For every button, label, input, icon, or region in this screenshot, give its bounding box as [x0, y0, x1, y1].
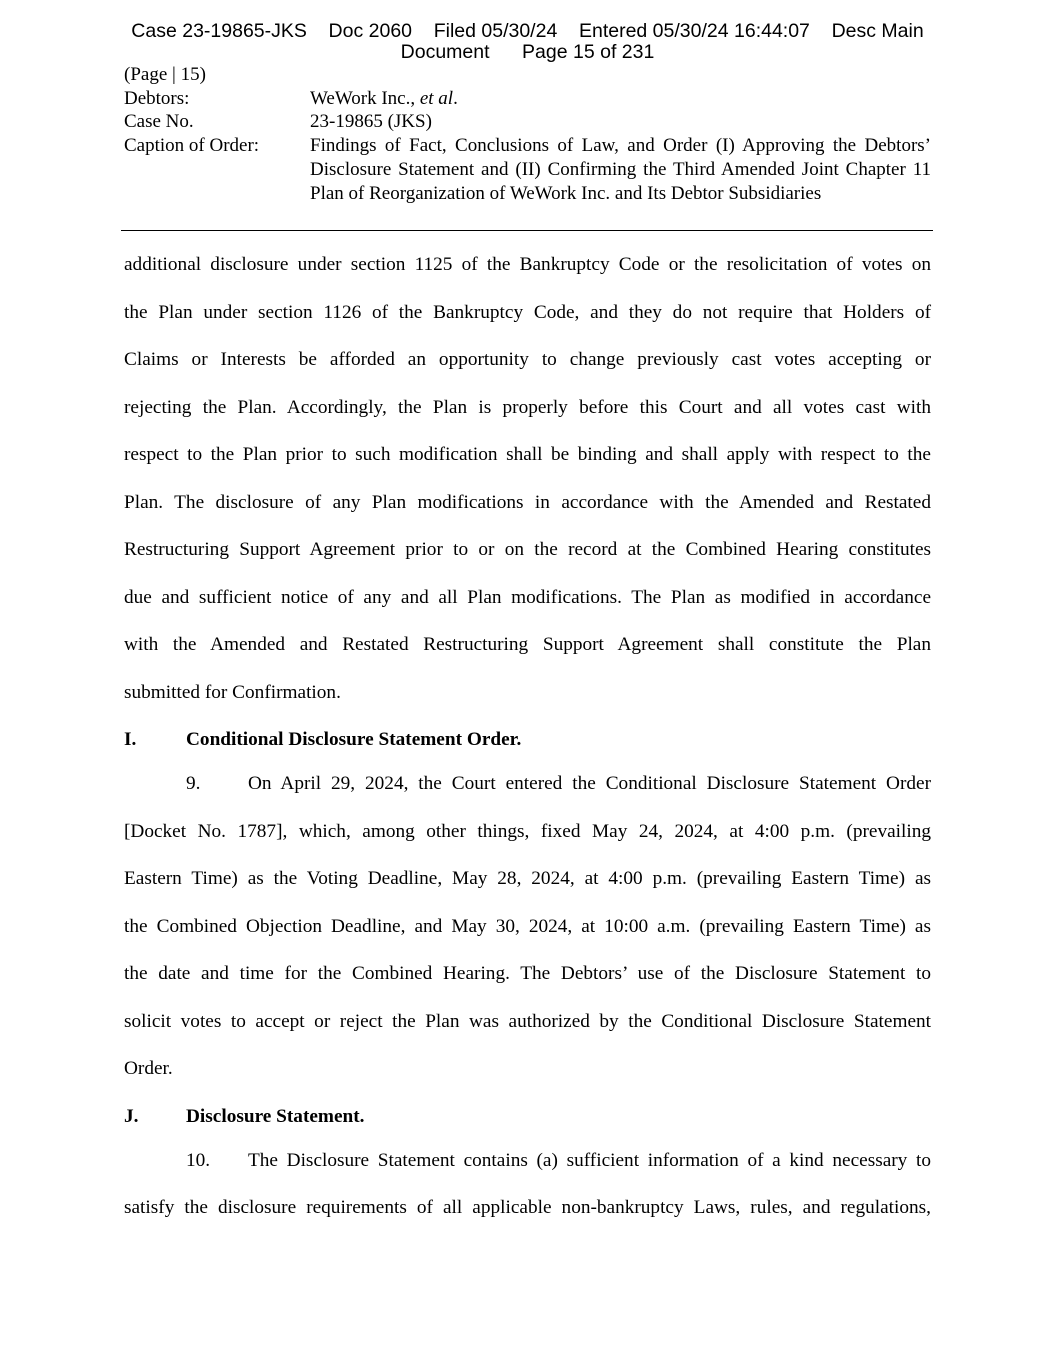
caption-row-debtors [124, 87, 931, 111]
text-line [124, 760, 931, 808]
caption-label: Caption of Order: [124, 135, 260, 157]
line-text: solicit votes to accept or reject the Plan was authorized by the Conditional Disclosure Statement [124, 1010, 931, 1032]
section-letter: I. [124, 729, 137, 750]
line-text: The Disclosure Statement contains (a) sufficient information of a kind necessary to [248, 1149, 931, 1171]
text-line [124, 1184, 931, 1232]
text-line [124, 808, 931, 856]
text-line [124, 903, 931, 951]
section-letter: J. [124, 1105, 139, 1127]
text-line [124, 384, 931, 432]
caption-label: Case No. [124, 111, 194, 133]
line-text: On April 29, 2024, the Court entered the Conditional Disclosure Statement Order [248, 773, 931, 794]
text-line [124, 479, 931, 527]
text-line [124, 1045, 931, 1093]
line-text: satisfy the disclosure requirements of all applicable non-bankruptcy Laws, rules, and regulations, [124, 1197, 931, 1218]
line-text: the Combined Objection Deadline, and May 30, 2024, at 10:00 a.m. (prevailing Eastern Time) as [124, 915, 931, 937]
caption-label: Debtors: [124, 87, 190, 109]
paragraph-number: 10. [186, 1149, 211, 1171]
text-line [124, 336, 931, 384]
text-line [124, 431, 931, 479]
text-line [124, 1137, 931, 1185]
line-text: the Plan under section 1126 of the Bankruptcy Code, and they do not require that Holders of [124, 301, 931, 323]
text-line [124, 241, 931, 289]
section-heading [124, 716, 931, 760]
case-caption [124, 63, 931, 205]
caption-row-order [124, 134, 931, 205]
line-text: due and sufficient notice of any and all Plan modifications. The Plan as modified in accordance [124, 586, 931, 608]
line-text: the date and time for the Combined Hearing. The Debtors’ use of the Disclosure Statement to [124, 963, 931, 984]
line-text: additional disclosure under section 1125 of the Bankruptcy Code or the resolicitation of votes on [124, 254, 931, 275]
text-line [124, 574, 931, 622]
debtor-name: WeWork Inc., [310, 87, 420, 109]
caption-value: Findings of Fact, Conclusions of Law, and Order (I) Approving the Debtors’ Disclosure Statement and (II) Confirming the Third Amended Joint Chapter 11 Plan of Reorganization of WeWork Inc. and Its Debtor Subsidiaries [310, 135, 931, 204]
et-al: et al [419, 87, 454, 109]
caption-divider [121, 230, 933, 231]
caption-row-case-no [124, 110, 931, 134]
text-line [124, 669, 931, 717]
text-line [124, 950, 931, 998]
section-title: Disclosure Statement. [186, 1105, 365, 1127]
line-text: rejecting the Plan. Accordingly, the Plan is properly before this Court and all votes cast with [124, 396, 931, 418]
line-text: submitted for Confirmation. [124, 681, 341, 703]
section-title: Conditional Disclosure Statement Order. [186, 729, 522, 750]
period: . [453, 87, 458, 109]
document-body [124, 241, 931, 1232]
text-line [124, 621, 931, 669]
line-text: Claims or Interests be afforded an opportunity to change previously cast votes accepting or [124, 349, 931, 370]
line-text: Plan. The disclosure of any Plan modifications in accordance with the Amended and Restated [124, 491, 931, 513]
line-text: respect to the Plan prior to such modification shall be binding and shall apply with respect to the [124, 444, 931, 465]
paragraph-number: 9. [186, 773, 201, 794]
caption-value [310, 87, 931, 111]
text-line [124, 855, 931, 903]
filing-stamp-line-1: Case 23-19865-JKS Doc 2060 Filed 05/30/24 Entered 05/30/24 16:44:07 Desc Main [131, 20, 924, 42]
line-text: [Docket No. 1787], which, among other things, fixed May 24, 2024, at 4:00 p.m. (prevailing [124, 820, 931, 842]
text-line [124, 998, 931, 1046]
text-line [124, 289, 931, 337]
page-number: (Page | 15) [124, 64, 206, 85]
line-text: Restructuring Support Agreement prior to or on the record at the Combined Hearing constitutes [124, 539, 931, 560]
caption-value: 23-19865 (JKS) [310, 111, 432, 133]
line-text: Order. [124, 1058, 173, 1079]
line-text: with the Amended and Restated Restructuring Support Agreement shall constitute the Plan [124, 634, 931, 655]
section-heading [124, 1093, 931, 1137]
line-text: Eastern Time) as the Voting Deadline, May 28, 2024, at 4:00 p.m. (prevailing Eastern Time) as [124, 868, 931, 889]
text-line [124, 526, 931, 574]
filing-stamp-line-2: Document Page 15 of 231 [400, 41, 655, 63]
